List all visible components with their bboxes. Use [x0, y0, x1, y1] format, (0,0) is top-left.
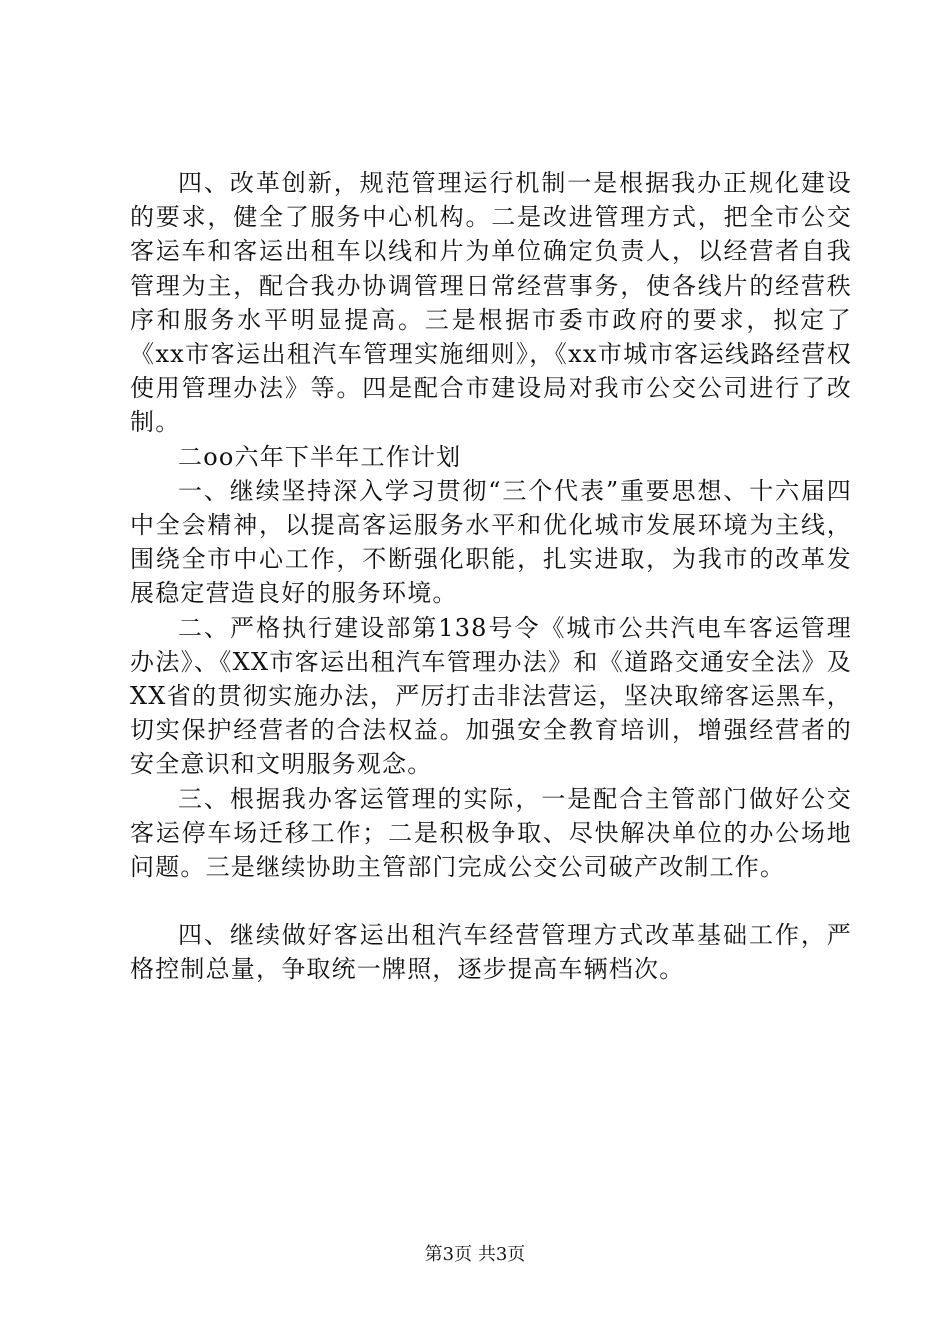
paragraph-reform-innovation: 四、改革创新，规范管理运行机制一是根据我办正规化建设的要求，健全了服务中心机构。二是改进管理方式，把全市公交客运车和客运出租车以线和片为单位确定负责人，以经营者自我管理为主，配合我办协调管理日常经营事务，使各线片的经营秩序和服务水平明显提高。三是根据市委市政府的要求，拟定了《xx市客运出租汽车管理实施细则》，《xx市城市客运线路经营权使用管理办法》等。四是配合市建设局对我市公交公司进行了改制。: [130, 169, 852, 437]
page-number-footer: 第3页 共3页: [424, 1244, 526, 1265]
section-heading-work-plan: 二oo六年下半年工作计划: [178, 442, 462, 471]
paragraph-plan-item-3: 三、根据我办客运管理的实际，一是配合主管部门做好公交客运停车场迁移工作；二是积极争取、尽快解决单位的办公场地问题。三是继续协助主管部门完成公交公司破产改制工作。: [130, 784, 852, 882]
paragraph-plan-item-1: 一、继续坚持深入学习贯彻“三个代表”重要思想、十六届四中全会精神，以提高客运服务水平和优化城市发展环境为主线，围绕全市中心工作，不断强化职能，扎实进取，为我市的改革发展稳定营造良好的服务环境。: [130, 476, 852, 608]
paragraph-spacer: [130, 884, 852, 918]
paragraph-plan-item-4: 四、继续做好客运出租汽车经营管理方式改革基础工作，严格控制总量，争取统一牌照，逐步提高车辆档次。: [130, 921, 852, 984]
paragraph-plan-item-2: 二、严格执行建设部第138号令《城市公共汽电车客运管理办法》、《XX市客运出租汽车管理办法》和《道路交通安全法》及XX省的贯彻实施办法，严厉打击非法营运，坚决取缔客运黑车，切实保护经营者的合法权益。加强安全教育培训，增强经营者的安全意识和文明服务观念。: [130, 613, 852, 779]
document-body: [130, 166, 852, 987]
